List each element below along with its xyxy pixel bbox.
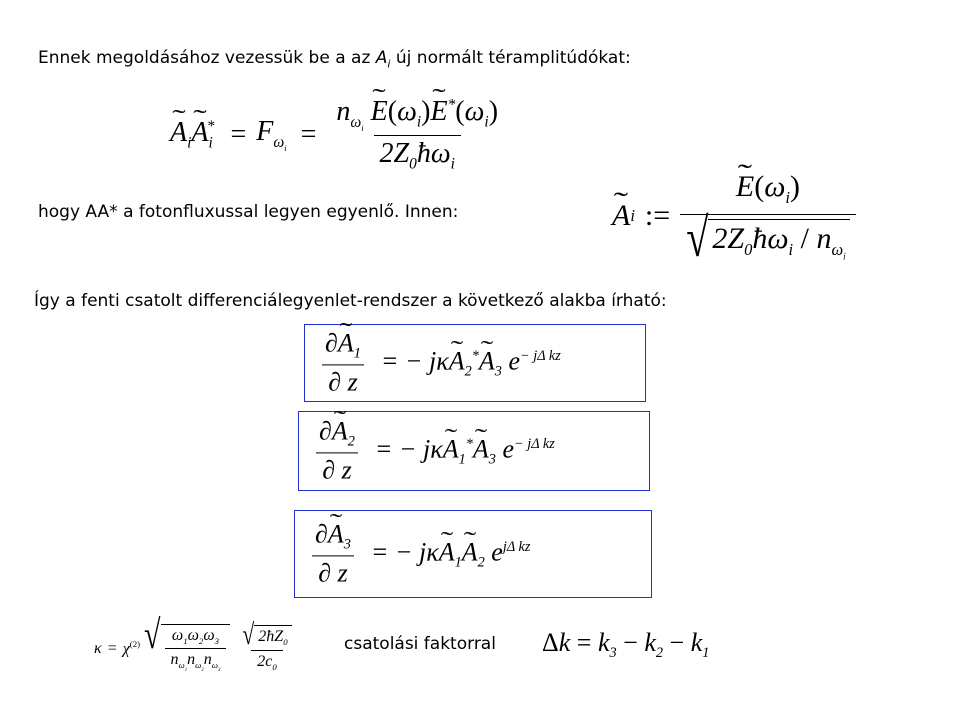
intro-after: új normált téramplitúdókat: — [390, 48, 631, 68]
equation-2: $\frac{\partial˜ A_2}{\partial z}$ = − jκ˜ $A_1^*˜$ $A_3$ $e^{- j\Delta kz}$ — [313, 416, 555, 485]
equation-box-2 — [298, 411, 650, 491]
equation-box-1 — [304, 324, 646, 402]
intro-text — [38, 48, 631, 70]
equation-box-3 — [294, 510, 652, 598]
system-intro-text: Így a fenti csatolt differenciálegyenlet-rendszer a következő alakba írható: — [34, 291, 667, 311]
equation-3: $\frac{\partial˜ A_3}{\partial z}$ = − jκ˜ $A_1˜$ $A_2$ $e^{j\Delta kz}$ — [309, 519, 530, 588]
kappa-expression: κ = $\chi^{(2)}$ √ $\frac{\omega_1\omega_2\omega_3}{n_{\omega_1}n_{\omega_2}n_{\omega_3}}$ √ $2ħZ_0$ $2c_0$ — [94, 624, 298, 673]
equation-1: $\frac{\partial˜ A_1}{\partial z}$ = − jκ˜ $A_2^*˜$ $A_3$ $e^{- j\Delta kz}$ — [319, 328, 561, 397]
amplitude-fraction: ˜ $E(\omega_i)$ √ $2Z_0ħ\omega_i / n_{\omega_i}$ — [680, 170, 855, 261]
flux-fraction: $\frac{n_{\omega_i} ˜ E(\omega_i)˜ E^*(\omega_i)}{2Z_0ħ\omega_i}$ — [330, 96, 504, 173]
flux-lhs: ˜ $A_i˜$ $A_i^*$ — [170, 117, 220, 153]
intro-symbol-a: A — [375, 48, 388, 68]
flux-equation: ˜ $A_i˜$ $A_i^*$ = $F_{\omega_i}$ = $\frac{n_{\omega_i} ˜ E(\omega_i)˜ E^*(\omega_i)}{2Z_0ħ\omega_i}$ — [170, 96, 504, 173]
amplitude-definition: ˜ A i := ˜ $E(\omega_i)$ √ $2Z_0ħ\omega_i / n_{\omega_i}$ — [612, 170, 856, 261]
intro-before: Ennek megoldásához vezessük be a az — [38, 48, 376, 68]
coupling-label: csatolási faktorral — [344, 634, 496, 654]
delta-k-equation: $\Delta k = k_3 - k_2 - k_1$ — [542, 628, 710, 662]
flux-condition-text: hogy AA* a fotonfluxussal legyen egyenlő. Innen: — [38, 202, 459, 222]
intro-symbol-i: i — [387, 57, 391, 71]
